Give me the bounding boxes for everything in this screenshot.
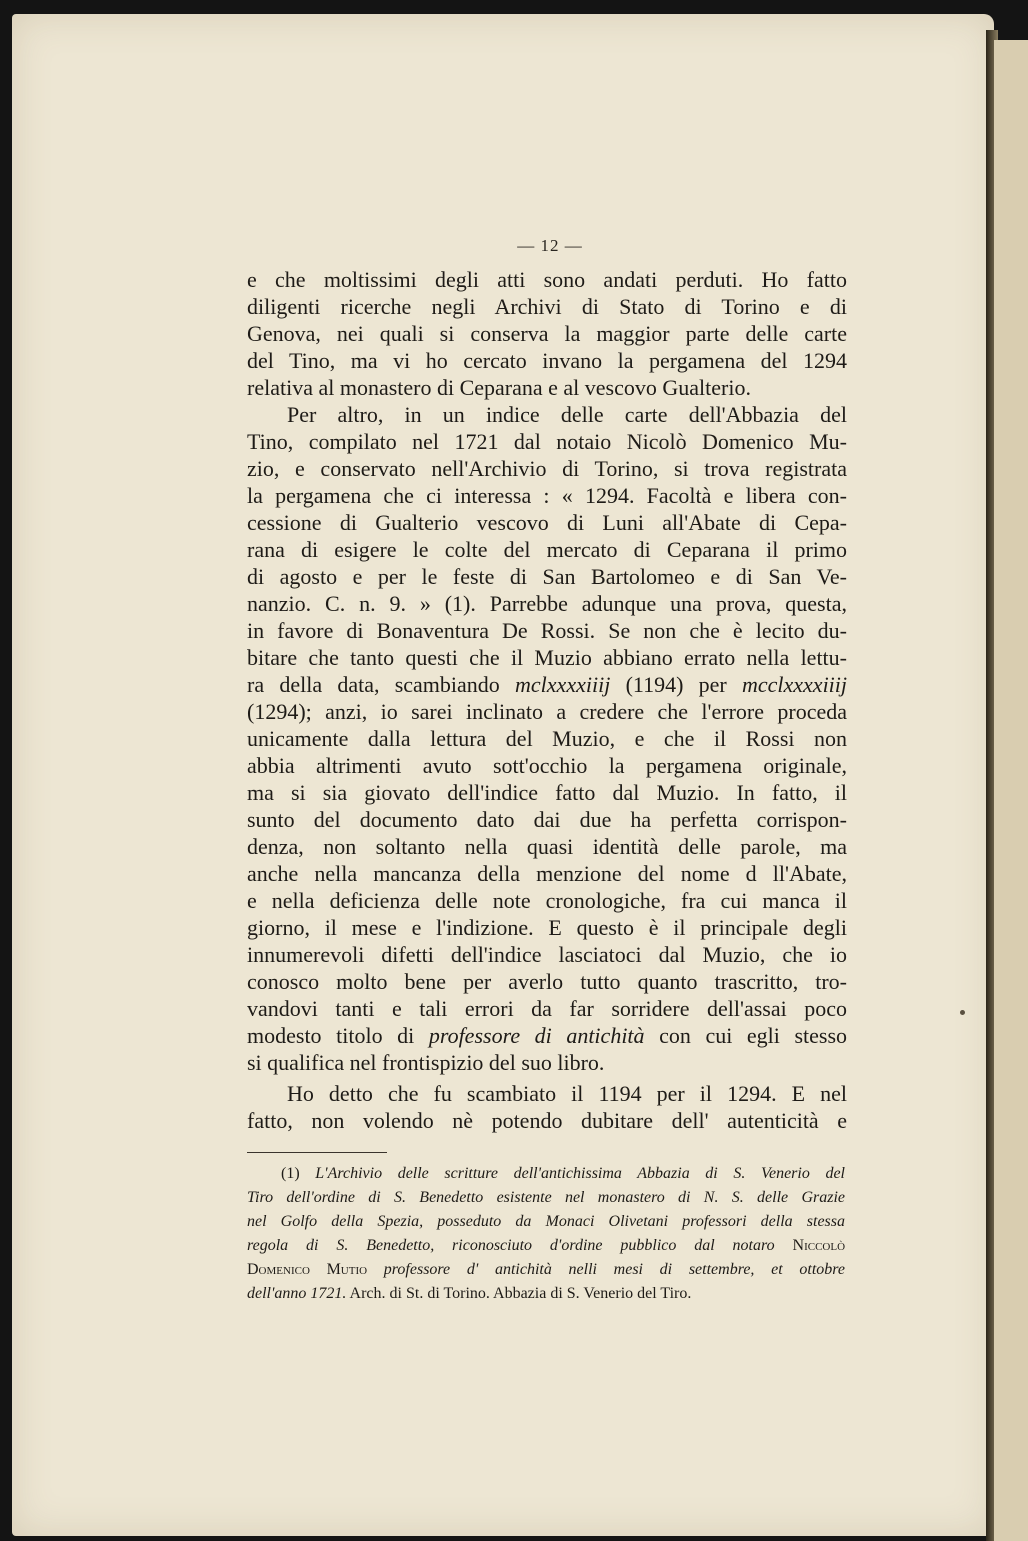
body-line	[247, 1022, 847, 1049]
body-line: ma si sia giovato dell'indice fatto dal Muzio. In fatto, il	[247, 780, 847, 805]
footnote-text-italic: dell'anno 1721.	[247, 1285, 347, 1302]
footnote-line	[247, 1162, 845, 1186]
footnote-rule	[247, 1152, 387, 1153]
body-line: (1294); anzi, io sarei inclinato a credere che l'errore proceda	[247, 699, 847, 724]
page-number: — 12 —	[517, 236, 583, 255]
body-line: del Tino, ma vi ho cercato invano la pergamena del 1294	[247, 348, 847, 373]
footnote-author-smallcaps: Niccolò	[792, 1237, 846, 1254]
footnote-author-smallcaps: Domenico Mutio	[247, 1261, 368, 1278]
roman-date-italic: mcclxxxxiiij	[741, 672, 848, 697]
footnote-line	[247, 1258, 845, 1282]
footnote-line	[247, 1234, 845, 1258]
body-line: zio, e conservato nell'Archivio di Torino, si trova registrata	[247, 456, 847, 481]
footnote	[247, 1162, 845, 1306]
body-line: Genova, nei quali si conserva la maggior parte delle carte	[247, 321, 847, 346]
body-line: bitare che tanto questi che il Muzio abbiano errato nella lettu-	[247, 645, 847, 670]
body-line: la pergamena che ci interessa : « 1294. Facoltà e libera con-	[247, 483, 847, 508]
body-line: abbia altrimenti avuto sott'occhio la pergamena originale,	[247, 753, 847, 778]
body-line: fatto, non volendo nè potendo dubitare dell' autenticità e	[247, 1108, 847, 1133]
body-line-segment: ra della data, scambiando	[247, 672, 500, 697]
body-line-segment: (1194) per	[625, 672, 727, 697]
next-page-edge	[994, 40, 1028, 1541]
body-line: relativa al monastero di Ceparana e al vescovo Gualterio.	[247, 375, 751, 400]
footnote-line: nel Golfo della Spezia, posseduto da Monaci Olivetani professori della stessa	[247, 1213, 845, 1230]
body-line: diligenti ricerche negli Archivi di Stato di Torino e di	[247, 294, 847, 319]
body-line: anche nella mancanza della menzione del nome d ll'Abate,	[247, 861, 847, 886]
body-line: di agosto e per le feste di San Bartolomeo e di San Ve-	[247, 564, 847, 589]
body-line: in favore di Bonaventura De Rossi. Se non che è lecito du-	[247, 618, 847, 643]
footnote-text-italic: regola di S. Benedetto, riconosciuto d'ordine pubblico dal notaro	[247, 1237, 775, 1254]
footnote-line	[247, 1282, 845, 1306]
body-line: e nella deficienza delle note cronologiche, fra cui manca il	[247, 888, 847, 913]
body-line: nanzio. C. n. 9. » (1). Parrebbe adunque una prova, questa,	[247, 591, 847, 616]
body-line: conosco molto bene per averlo tutto quanto trascritto, tro-	[247, 969, 847, 994]
body-line: denza, non soltanto nella quasi identità delle parole, ma	[247, 834, 847, 859]
body-line: Ho detto che fu scambiato il 1194 per il 1294. E nel	[287, 1081, 847, 1106]
footnote-line: Tiro dell'ordine di S. Benedetto esistente nel monastero di N. S. delle Grazie	[247, 1189, 845, 1206]
footnote-text-italic: L'Archivio delle scritture dell'antichissima Abbazia di S. Venerio del	[315, 1165, 845, 1182]
footnote-text-italic: professore d' antichità nelli mesi di settembre, et ottobre	[383, 1261, 845, 1278]
footnote-marker: (1)	[281, 1165, 300, 1182]
body-text	[247, 266, 847, 1134]
body-line: innumerevoli difetti dell'indice lasciatoci dal Muzio, che io	[247, 942, 847, 967]
body-line: Tino, compilato nel 1721 dal notaio Nicolò Domenico Mu-	[247, 429, 847, 454]
italic-title: professore di antichità	[428, 1023, 645, 1048]
body-line: Per altro, in un indice delle carte dell'Abbazia del	[287, 402, 847, 427]
body-line: giorno, il mese e l'indizione. E questo è il principale degli	[247, 915, 847, 940]
footnote-archive-reference: Arch. di St. di Torino. Abbazia di S. Venerio del Tiro.	[349, 1285, 692, 1302]
body-line: si qualifica nel frontispizio del suo libro.	[247, 1050, 605, 1075]
body-line: e che moltissimi degli atti sono andati perduti. Ho fatto	[247, 267, 847, 292]
body-line: vandovi tanti e tali errori da far sorridere dell'assai poco	[247, 996, 847, 1021]
body-line: unicamente dalla lettura del Muzio, e che il Rossi non	[247, 726, 847, 751]
body-line: cessione di Gualterio vescovo di Luni all'Abate di Cepa-	[247, 510, 847, 535]
body-line-segment: con cui egli stesso	[659, 1023, 848, 1048]
body-line: sunto del documento dato dai due ha perfetta corrispon-	[247, 807, 847, 832]
roman-date-italic: mclxxxxiiij	[515, 672, 611, 697]
body-line	[247, 671, 847, 698]
body-line: rana di esigere le colte del mercato di Ceparana il primo	[247, 537, 847, 562]
body-line-segment: modesto titolo di	[247, 1023, 415, 1048]
margin-ink-spot	[960, 1010, 965, 1015]
